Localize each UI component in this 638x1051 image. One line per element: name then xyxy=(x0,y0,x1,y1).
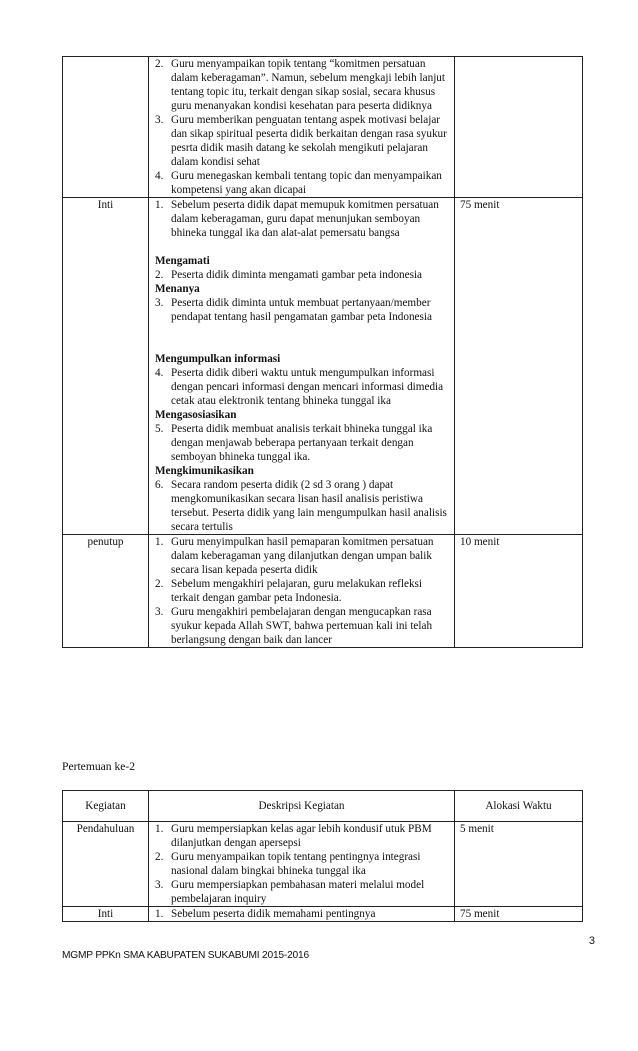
activity-list xyxy=(155,422,450,464)
list-item xyxy=(155,822,450,850)
table-row xyxy=(63,57,583,198)
activity-list xyxy=(155,907,450,921)
spacer xyxy=(155,240,450,254)
meeting-caption: Pertemuan ke-2 xyxy=(62,760,136,773)
description-cell xyxy=(149,198,455,535)
item-number: 1. xyxy=(155,908,164,920)
item-number: 4. xyxy=(155,367,164,379)
table-row xyxy=(63,198,583,535)
list-item xyxy=(155,366,450,408)
item-number: 3. xyxy=(155,114,164,126)
step-heading-mengasosiasikan: Mengasosiasikan xyxy=(155,409,237,421)
description-cell xyxy=(149,907,455,922)
activity-table-meeting-1 xyxy=(62,56,583,648)
time-cell xyxy=(455,57,583,198)
item-number: 2. xyxy=(155,58,164,70)
item-number: 1. xyxy=(155,536,164,548)
activity-list xyxy=(155,822,450,906)
time-cell: 75 menit xyxy=(455,907,583,922)
activity-list xyxy=(155,296,450,324)
activity-list xyxy=(155,198,450,240)
item-text: Guru menyampaikan topik tentang pentingnya integrasi nasional dalam bingkai bhineka tunggal ika xyxy=(171,851,421,877)
item-number: 3. xyxy=(155,606,164,618)
list-item xyxy=(155,113,450,169)
item-text: Sebelum mengakhiri pelajaran, guru melakukan refleksi terkait dengan gambar peta Indonesia. xyxy=(171,578,423,604)
list-item xyxy=(155,57,450,113)
list-item xyxy=(155,198,450,240)
activity-cell: Pendahuluan xyxy=(63,822,149,907)
list-item xyxy=(155,605,450,647)
list-item xyxy=(155,907,450,921)
step-heading-menanya: Menanya xyxy=(155,283,200,295)
table-row xyxy=(63,535,583,648)
time-cell: 10 menit xyxy=(455,535,583,648)
description-cell xyxy=(149,535,455,648)
item-text: Guru memberikan penguatan tentang aspek motivasi belajar dan sikap spiritual peserta didik berkaitan dengan rasa syukur pesrta didik masih datang ke sekolah mengikuti pelajaran dalam kondisi sehat xyxy=(171,114,447,168)
step-heading-mengumpulkan: Mengumpulkan informasi xyxy=(155,353,281,365)
activity-cell: Inti xyxy=(63,907,149,922)
list-item xyxy=(155,169,450,197)
activity-cell: Inti xyxy=(63,198,149,535)
item-number: 2. xyxy=(155,269,164,281)
step-heading-mengkomunikasikan: Mengkimunikasikan xyxy=(155,465,254,477)
item-text: Guru mempersiapkan kelas agar lebih kondusif utuk PBM dilanjutkan dengan apersepsi xyxy=(171,823,432,849)
list-item xyxy=(155,535,450,577)
table-row xyxy=(63,907,583,922)
item-text: Sebelum peserta didik memahami pentingnya xyxy=(171,908,376,920)
item-number: 6. xyxy=(155,479,164,491)
table-header-row xyxy=(63,791,583,822)
item-text: Guru menegaskan kembali tentang topic dan menyampaikan kompetensi yang akan dicapai xyxy=(171,170,442,196)
item-text: Guru mempersiapkan pembahasan materi melalui model pembelajaran inquiry xyxy=(171,879,425,905)
item-text: Peserta didik membuat analisis terkait bhineka tunggal ika dengan menjawab beberapa pertanyaan terkait dengan semboyan bhineka tunggal ika. xyxy=(171,423,433,463)
page-number: 3 xyxy=(588,935,595,947)
activity-cell: penutup xyxy=(63,535,149,648)
table-row xyxy=(63,822,583,907)
item-text: Secara random peserta didik (2 sd 3 orang ) dapat mengkomunikasikan secara lisan hasil analisis peristiwa tersebut. Peserta didik yang lain mengumpulkan hasil analisis secara tertulis xyxy=(171,479,447,533)
list-item xyxy=(155,296,450,324)
item-text: Guru mengakhiri pembelajaran dengan mengucapkan rasa syukur kepada Allah SWT, bahwa pertemuan kali ini telah berlangsung dengan baik dan lancer xyxy=(171,606,433,646)
item-number: 2. xyxy=(155,851,164,863)
description-cell xyxy=(149,822,455,907)
column-header: Kegiatan xyxy=(63,791,149,822)
activity-list xyxy=(155,268,450,282)
item-number: 1. xyxy=(155,823,164,835)
item-text: Guru menyimpulkan hasil pemaparan komitmen persatuan dalam keberagaman yang dilanjutkan dengan umpan balik secara lisan kepada peserta didik xyxy=(171,536,434,576)
list-item xyxy=(155,268,450,282)
item-number: 3. xyxy=(155,879,164,891)
time-cell: 5 menit xyxy=(455,822,583,907)
list-item xyxy=(155,878,450,906)
item-text: Sebelum peserta didik dapat memupuk komitmen persatuan dalam keberagaman, guru dapat menunjukan semboyan bhineka tunggal ika dan alat-alat pemersatu bangsa xyxy=(171,199,439,239)
item-number: 3. xyxy=(155,297,164,309)
time-cell: 75 menit xyxy=(455,198,583,535)
activity-list xyxy=(155,535,450,647)
column-header: Deskripsi Kegiatan xyxy=(149,791,455,822)
activity-list xyxy=(155,366,450,408)
spacer xyxy=(155,324,450,338)
item-text: Peserta didik diminta untuk membuat pertanyaan/member pendapat tentang hasil pengamatan gambar peta Indonesia xyxy=(171,297,432,323)
item-number: 5. xyxy=(155,423,164,435)
spacer xyxy=(155,338,450,352)
item-text: Peserta didik diminta mengamati gambar peta indonesia xyxy=(171,269,423,281)
item-number: 4. xyxy=(155,170,164,182)
item-number: 2. xyxy=(155,578,164,590)
item-text: Guru menyampaikan topik tentang “komitmen persatuan dalam keberagaman”. Namun, sebelum mengkaji lebih lanjut tentang topic itu, terkait dengan sikap sosial, secara khusus guru menanyakan kondisi kesehatan para peserta didiknya xyxy=(171,58,446,112)
list-item xyxy=(155,577,450,605)
page-footer: MGMP PPKn SMA KABUPATEN SUKABUMI 2015-2016 xyxy=(62,950,309,961)
description-cell xyxy=(149,57,455,198)
activity-list xyxy=(155,478,450,534)
step-heading-mengamati: Mengamati xyxy=(155,255,210,267)
activity-table-meeting-2 xyxy=(62,790,583,922)
list-item xyxy=(155,478,450,534)
activity-list xyxy=(155,57,450,197)
list-item xyxy=(155,422,450,464)
column-header: Alokasi Waktu xyxy=(455,791,583,822)
activity-cell xyxy=(63,57,149,198)
item-number: 1. xyxy=(155,199,164,211)
list-item xyxy=(155,850,450,878)
item-text: Peserta didik diberi waktu untuk mengumpulkan informasi dengan pencari informasi dengan mencari informasi dimedia cetak atau elektronik tentang bhineka tunggal ika xyxy=(171,367,444,407)
